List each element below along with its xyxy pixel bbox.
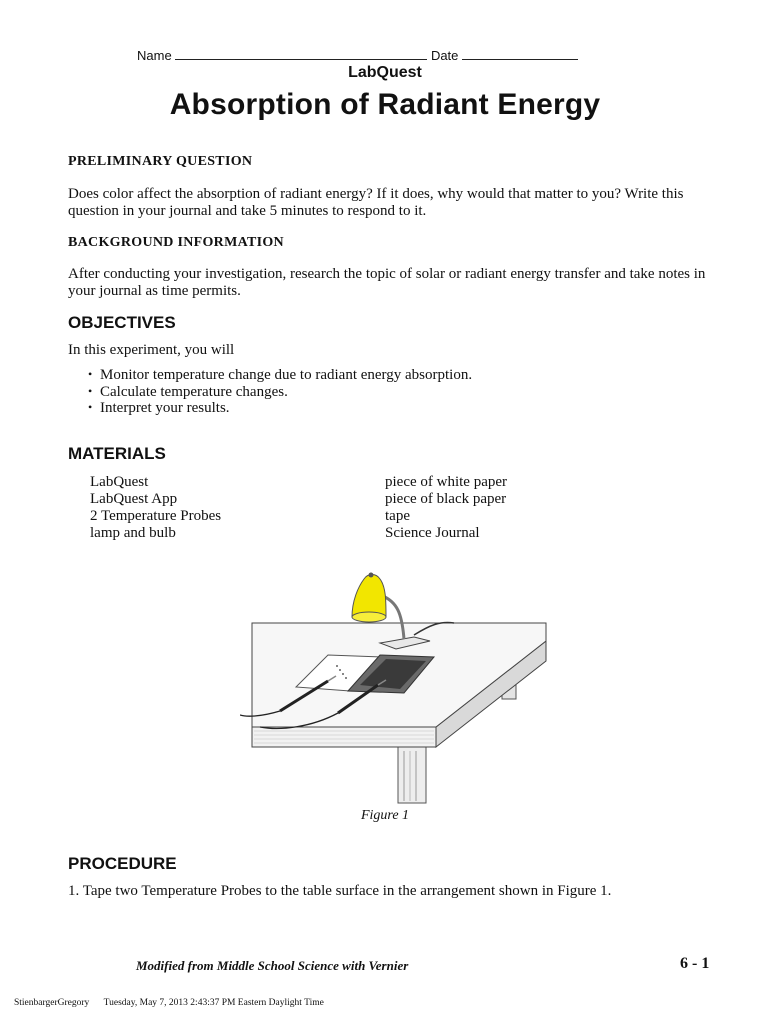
materials-right-column	[385, 474, 507, 542]
stamp-user: StienbargerGregory	[14, 998, 90, 1008]
lamp-shade	[352, 573, 386, 623]
print-stamp	[14, 998, 324, 1008]
material-item: lamp and bulb	[90, 525, 176, 541]
material-item: 2 Temperature Probes	[90, 508, 222, 524]
page-title: Absorption of Radiant Energy	[169, 88, 601, 121]
objectives-intro: In this experiment, you will	[68, 342, 235, 358]
page-number: 6 - 1	[680, 955, 710, 972]
table-leg-front	[398, 747, 426, 803]
name-label: Name	[137, 48, 172, 63]
list-item: • Monitor temperature change due to radiant energy absorption.	[88, 367, 473, 383]
background-line-2: your journal as time permits.	[68, 283, 241, 299]
figure-1-illustration	[240, 565, 560, 805]
bullet-icon: •	[88, 400, 93, 414]
objectives-heading: OBJECTIVES	[68, 313, 176, 332]
materials-left-column	[90, 474, 221, 542]
procedure-heading: PROCEDURE	[68, 854, 177, 873]
material-item: Science Journal	[385, 525, 480, 541]
list-item: • Interpret your results.	[88, 400, 230, 416]
footer-modified-note: Modified from Middle School Science with Vernier	[136, 958, 409, 973]
background-text	[68, 266, 728, 300]
preliminary-heading: PRELIMINARY QUESTION	[68, 154, 253, 169]
list-item: • Calculate temperature changes.	[88, 383, 288, 400]
material-item: LabQuest	[90, 474, 149, 490]
bullet-icon: •	[88, 383, 93, 398]
name-date-line	[137, 48, 578, 63]
procedure-step-1: 1. Tape two Temperature Probes to the table surface in the arrangement shown in Figure 1.	[68, 883, 612, 899]
materials-heading: MATERIALS	[68, 444, 166, 463]
background-heading: BACKGROUND INFORMATION	[68, 235, 284, 250]
date-label: Date	[430, 48, 459, 63]
material-item: LabQuest App	[90, 491, 178, 507]
material-item: piece of black paper	[385, 491, 507, 507]
series-label: LabQuest	[348, 64, 422, 81]
name-blank	[175, 48, 427, 60]
stamp-timestamp: Tuesday, May 7, 2013 2:43:37 PM Eastern Daylight Time	[103, 998, 324, 1008]
figure-caption: Figure 1	[360, 808, 410, 823]
bullet-icon: •	[88, 367, 93, 381]
background-line-1: After conducting your investigation, research the topic of solar or radiant energy transfer and take notes in	[68, 266, 706, 282]
date-blank	[462, 48, 578, 60]
preliminary-line-2: question in your journal and take 5 minutes to respond to it.	[68, 203, 427, 219]
objectives-list	[88, 367, 472, 417]
preliminary-line-1: Does color affect the absorption of radiant energy? If it does, why would that matter to you? Write this	[68, 186, 684, 202]
table-front-edge	[252, 727, 436, 747]
material-item: piece of white paper	[385, 474, 508, 490]
material-item: tape	[385, 508, 410, 524]
preliminary-text	[68, 186, 728, 220]
